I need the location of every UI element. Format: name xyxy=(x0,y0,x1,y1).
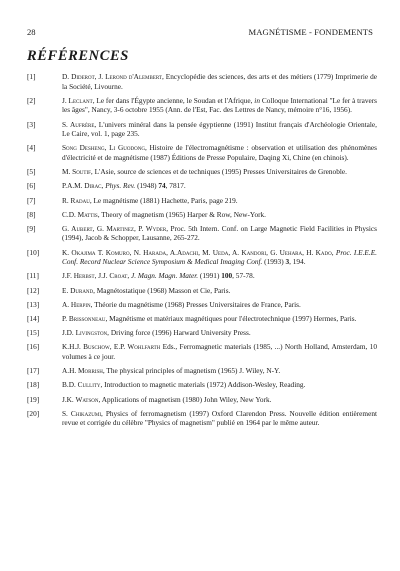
reference-number: [9] xyxy=(27,223,36,233)
reference-number: [11] xyxy=(27,271,39,281)
reference-text-part: S. Chikazumi xyxy=(62,408,102,418)
reference-text-part: Proc. I.E.E.E. Conf. Record Nuclear Science Symposium & Medical Imaging Conf. xyxy=(62,247,377,267)
reference-item xyxy=(27,181,377,191)
reference-number: [1] xyxy=(27,72,36,81)
reference-text-part: , Le magnétisme (1881) Hachette, Paris, page 219. xyxy=(89,195,238,205)
reference-number: [12] xyxy=(27,285,40,295)
reference-text-part: , L'univers minéral dans la pensée égyptienne (1991) Institut français d'Archéologie Orientale, Le Caire, vol. 1, page 235. xyxy=(62,119,377,139)
reference-number: [10] xyxy=(27,247,40,257)
reference-text-part: Song Desheng, Li Guodong xyxy=(62,143,145,153)
reference-text xyxy=(62,380,377,390)
reference-text xyxy=(62,342,377,361)
reference-number: [20] xyxy=(27,408,40,418)
reference-text-part: K.H.J. Buschow, E.P. Wohlfarth xyxy=(62,342,161,352)
reference-item xyxy=(27,409,377,428)
reference-item xyxy=(27,143,377,162)
reference-item xyxy=(27,366,377,376)
running-head: MAGNÉTISME - FONDEMENTS xyxy=(248,27,373,37)
reference-text xyxy=(62,181,377,191)
reference-text-part: , Driving force (1996) Harward University Press. xyxy=(107,328,251,338)
reference-text-part: B.D. Cullity xyxy=(62,380,101,390)
reference-text-part: 74 xyxy=(158,181,166,191)
reference-number: [3] xyxy=(27,119,36,129)
reference-item xyxy=(27,286,377,296)
reference-number: [5] xyxy=(27,167,36,177)
reference-number: [18] xyxy=(27,380,40,390)
reference-item xyxy=(27,300,377,310)
reference-number: [8] xyxy=(27,209,36,219)
reference-item xyxy=(27,167,377,177)
reference-text xyxy=(62,196,377,206)
page-number: 28 xyxy=(27,27,36,37)
reference-text xyxy=(62,328,377,338)
reference-text-part: J. Leclant xyxy=(62,95,93,105)
reference-text-part: A.H. Morrish xyxy=(62,366,103,376)
reference-item xyxy=(27,342,377,361)
reference-text-part: , Encyclopédie des sciences, des arts et des métiers (1779) Imprimerie de la Société, Livourne. xyxy=(62,72,378,91)
reference-text-part: E. Durand xyxy=(62,285,94,295)
reference-text-part: , Magnétisme et matériaux magnétiques pour l'électrotechnique (1997) Hermes, Paris. xyxy=(105,314,357,323)
reference-text-part: in xyxy=(254,95,260,105)
reference-text-part: , Applications of magnetism (1980) John Wiley, New York. xyxy=(98,394,272,404)
reference-number: [19] xyxy=(27,394,40,404)
reference-text xyxy=(62,366,377,376)
reference-text xyxy=(62,300,377,310)
reference-item xyxy=(27,248,377,267)
page-header xyxy=(27,27,373,37)
reference-text-part: , 57-78. xyxy=(232,271,255,281)
reference-text-part: , Magnétostatique (1968) Masson et Cie, Paris. xyxy=(93,285,231,295)
reference-text xyxy=(62,96,377,115)
reference-text-part: J.D. Livingston xyxy=(62,328,108,338)
reference-text-part: (1948) xyxy=(135,181,159,191)
reference-item xyxy=(27,210,377,220)
reference-text-part: P.A.M. Dirac xyxy=(62,181,102,191)
section-title: RÉFÉRENCES xyxy=(27,48,129,64)
reference-number: [17] xyxy=(27,366,40,376)
reference-text-part: , L'Asie, source de sciences et de techniques (1995) Presses Universitaires de Grenoble. xyxy=(90,167,347,177)
reference-item xyxy=(27,196,377,206)
reference-text xyxy=(62,167,377,177)
reference-number: [7] xyxy=(27,195,36,205)
reference-text-part: G. Aubert, G. Martinez, P. Wyder xyxy=(62,223,167,233)
reference-text xyxy=(62,286,377,296)
reference-text-part: K. Okajima T. Komuro, N. Harada, A.Adachi, M. Ueda, A. Kandori, G. Uehara, H. Kado xyxy=(62,247,332,257)
reference-text xyxy=(62,224,377,243)
reference-text-part: C.D. Mattis xyxy=(62,209,98,219)
reference-item xyxy=(27,328,377,338)
reference-text-part: (1991) xyxy=(198,271,222,281)
reference-number: [15] xyxy=(27,328,40,338)
reference-text xyxy=(62,271,377,281)
reference-item xyxy=(27,314,377,324)
reference-text-part: , Le fer dans l'Égypte ancienne, le Soudan et l'Afrique, xyxy=(92,95,255,105)
reference-text-part: Eds., Ferromagnetic materials (1985, ...) North Holland, Amsterdam, 10 volumes à ce jour. xyxy=(62,342,377,361)
reference-list xyxy=(27,72,377,433)
reference-number: [13] xyxy=(27,299,40,309)
reference-text-part: M. Soutif xyxy=(62,167,91,177)
reference-text-part: , Théorie du magnétisme (1968) Presses Universitaires de France, Paris. xyxy=(90,299,301,309)
reference-text-part: A. Herpin xyxy=(62,299,91,309)
reference-text xyxy=(62,314,377,324)
reference-item xyxy=(27,120,377,139)
reference-text-part: , Histoire de l'électromagnétisme : observation et utilisation des phénomènes d'électricité et de magnétisme (1987) Éditions de Presse Populaire, Daqing Xi, Chine (en chinois). xyxy=(62,143,377,162)
reference-item xyxy=(27,96,377,115)
reference-text xyxy=(62,72,377,91)
reference-text-part: , Proc. 5th Intern. Conf. on Large Magnetic Field Facilities in Physics (1994), Jacob & Schopper, Lausanne, 265-272. xyxy=(62,223,377,243)
reference-text-part: J. Magn. Magn. Mater. xyxy=(131,271,199,281)
reference-text-part: D. Diderot, J. Lerond d'Alembert xyxy=(62,72,162,81)
reference-item xyxy=(27,224,377,243)
reference-text-part: , The physical principles of magnetism (1965) J. Wiley, N-Y. xyxy=(102,366,281,376)
reference-text-part: R. Radau xyxy=(62,195,90,205)
reference-text xyxy=(62,210,377,220)
reference-text xyxy=(62,248,377,267)
reference-number: [2] xyxy=(27,95,36,105)
reference-text-part: , Physics of ferromagnetism (1997) Oxford Clarendon Press. Nouvelle édition entièrement revue et corrigée du célèbre "Physics of magnetism" publié en 1964 par le même auteur. xyxy=(62,408,377,428)
reference-text-part: , 7817. xyxy=(165,181,186,191)
reference-number: [6] xyxy=(27,181,36,191)
reference-text-part: Phys. Rev. xyxy=(105,181,136,191)
reference-item xyxy=(27,72,377,91)
reference-text-part: , 194. xyxy=(289,257,306,267)
reference-text xyxy=(62,395,377,405)
reference-text-part: , xyxy=(331,247,336,257)
reference-text-part: 100 xyxy=(221,271,233,281)
reference-text-part: J.F. Herbst, J.J. Croat xyxy=(62,271,128,281)
reference-item xyxy=(27,395,377,405)
reference-text-part: , Introduction to magnetic materials (1972) Addison-Wesley, Reading. xyxy=(100,380,306,390)
reference-text-part: , xyxy=(127,271,131,281)
reference-text-part: P. Brissonneau xyxy=(62,314,106,323)
reference-number: [14] xyxy=(27,314,40,323)
reference-text-part: (1993) xyxy=(262,257,286,267)
reference-text xyxy=(62,120,377,139)
reference-text-part: , Theory of magnetism (1965) Harper & Row, New-York. xyxy=(97,209,266,219)
reference-text xyxy=(62,409,377,428)
reference-item xyxy=(27,380,377,390)
reference-text-part: Colloque International "Le fer à travers les âges", Nancy, 3-6 octobre 1955 (Ann. de l'Est, Fac. des Lettres de Nancy, mémoire n°16, 1956). xyxy=(62,95,378,115)
reference-number: [16] xyxy=(27,342,40,352)
reference-text-part: 3 xyxy=(285,257,290,267)
reference-text-part: , xyxy=(101,181,106,191)
reference-text-part: S. Aufrère xyxy=(62,119,95,129)
reference-text xyxy=(62,143,377,162)
reference-text-part: J.K. Watson xyxy=(62,394,99,404)
reference-number: [4] xyxy=(27,143,36,153)
reference-item xyxy=(27,271,377,281)
